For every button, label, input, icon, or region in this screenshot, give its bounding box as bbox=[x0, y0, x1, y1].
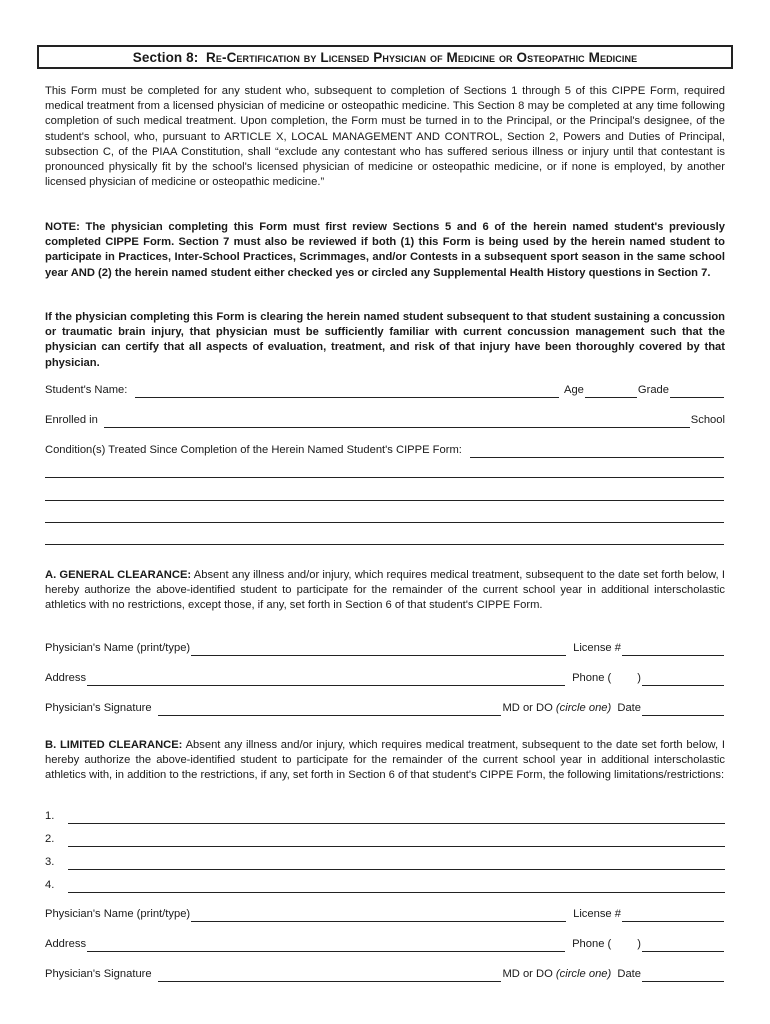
phone-label: Phone ( bbox=[572, 672, 612, 684]
circle-one-label: (circle one) bbox=[555, 968, 612, 980]
general-clearance-paragraph bbox=[45, 568, 725, 614]
enrolled-row bbox=[45, 412, 725, 428]
student-name-field[interactable] bbox=[135, 386, 559, 398]
general-signature-field[interactable] bbox=[158, 704, 502, 716]
general-address-field[interactable] bbox=[87, 674, 565, 686]
general-clearance-heading: A. GENERAL CLEARANCE: bbox=[45, 569, 192, 581]
general-address-row bbox=[45, 670, 725, 686]
limited-signature-row bbox=[45, 966, 725, 982]
md-do-label: MD or DO bbox=[502, 968, 553, 980]
school-name-field[interactable] bbox=[104, 416, 690, 428]
student-info-row bbox=[45, 382, 725, 398]
school-label: School bbox=[690, 414, 725, 426]
restriction-number: 2. bbox=[45, 833, 55, 845]
license-label: License # bbox=[573, 642, 621, 654]
restriction-number: 4. bbox=[45, 879, 55, 891]
limited-signature-field[interactable] bbox=[158, 970, 502, 982]
general-date-field[interactable] bbox=[642, 704, 724, 716]
section-title-text: Re-Certification by Licensed Physician of Medicine or Osteopathic Medicine bbox=[206, 50, 638, 65]
phone-close: ) bbox=[637, 938, 641, 950]
restriction-field-3[interactable] bbox=[68, 858, 725, 870]
section-number: Section 8: bbox=[132, 50, 199, 65]
conditions-line-5[interactable] bbox=[45, 544, 724, 545]
general-physician-name-field[interactable] bbox=[191, 644, 566, 656]
circle-one-label: (circle one) bbox=[555, 702, 612, 714]
age-label: Age bbox=[564, 384, 584, 396]
conditions-field[interactable] bbox=[470, 446, 724, 458]
note-paragraph: NOTE: The physician completing this Form must first review Sections 5 and 6 of the herein named student's previously completed CIPPE Form. Section 7 must also be reviewed if both (1) this Form is being used by the herein named student to participate in Practices, Inter-School Practices, Scrimmages, and/or Contests in a subsequent sport season in the same school year AND (2) the herein named student either checked yes or circled any Supplemental Health History questions in Section 7. bbox=[45, 221, 725, 279]
section-title bbox=[37, 45, 733, 69]
age-field[interactable] bbox=[585, 386, 637, 398]
conditions-line-2[interactable] bbox=[45, 477, 724, 478]
limited-physician-name-field[interactable] bbox=[191, 910, 566, 922]
date-label: Date bbox=[617, 968, 641, 980]
restriction-row-2 bbox=[45, 831, 726, 847]
limited-date-field[interactable] bbox=[642, 970, 724, 982]
enrolled-label: Enrolled in bbox=[45, 414, 98, 426]
limited-clearance-heading: B. LIMITED CLEARANCE: bbox=[45, 739, 183, 751]
restriction-field-4[interactable] bbox=[68, 881, 725, 893]
physician-name-label: Physician's Name (print/type) bbox=[45, 908, 191, 920]
signature-label: Physician's Signature bbox=[45, 702, 152, 714]
student-name-label: Student's Name: bbox=[45, 384, 128, 396]
grade-field[interactable] bbox=[670, 386, 724, 398]
general-clearance-text: Absent any illness and/or injury, which requires medical treatment, subsequent to the date set forth below, I hereby authorize the above-identified student to participate for the remainder of the current school year in additional interscholastic athletics with no restrictions, except those, if any, set forth in Section 6 of that student's CIPPE Form. bbox=[45, 569, 725, 612]
restriction-row-4 bbox=[45, 877, 726, 893]
intro-paragraph: This Form must be completed for any student who, subsequent to completion of Sections 1 through 5 of this CIPPE Form, required medical treatment from a licensed physician of medicine or osteopathic medicine. This Section 8 may be completed at any time following completion of such medical treatment. Upon completion, the Form must be turned in to the Principal, or the Principal's designee, of the student's school, who, pursuant to ARTICLE X, LOCAL MANAGEMENT AND CONTROL, Section 2, Powers and Duties of Principal, subsection C, of the PIAA Constitution, shall “exclude any contestant who has suffered serious illness or injury until that contestant is pronounced physically fit by the school's licensed physician of medicine or osteopathic medicine, or if none is employed, by another licensed physician of medicine or osteopathic medicine.” bbox=[45, 85, 725, 189]
conditions-line-3[interactable] bbox=[45, 500, 724, 501]
limited-clearance-text: Absent any illness and/or injury, which requires medical treatment, subsequent to the date set forth below, I hereby authorize the above-identified student to participate for the remainder of the current school year in additional interscholastic athletics with, in addition to the restrictions, if any, set forth in Section 6 of that student's CIPPE Form, the following limitations/restrictions: bbox=[45, 739, 725, 782]
general-signature-row bbox=[45, 700, 725, 716]
limited-phone-field[interactable] bbox=[642, 940, 724, 952]
grade-label: Grade bbox=[637, 384, 669, 396]
md-do-label: MD or DO bbox=[502, 702, 553, 714]
general-physician-name-row bbox=[45, 640, 725, 656]
limited-address-field[interactable] bbox=[87, 940, 565, 952]
phone-label: Phone ( bbox=[572, 938, 612, 950]
date-label: Date bbox=[617, 702, 641, 714]
general-phone-field[interactable] bbox=[642, 674, 724, 686]
address-label: Address bbox=[45, 938, 87, 950]
restriction-row-3 bbox=[45, 854, 726, 870]
general-license-field[interactable] bbox=[622, 644, 724, 656]
restriction-row-1 bbox=[45, 808, 726, 824]
restriction-number: 3. bbox=[45, 856, 55, 868]
address-label: Address bbox=[45, 672, 87, 684]
physician-name-label: Physician's Name (print/type) bbox=[45, 642, 191, 654]
restriction-field-1[interactable] bbox=[68, 812, 725, 824]
concussion-paragraph: If the physician completing this Form is clearing the herein named student subsequent to that student sustaining a concussion or traumatic brain injury, that physician must be sufficiently familiar with current concussion management such that the physician can certify that all aspects of evaluation, treatment, and risk of that injury have been thoroughly covered by that physician. bbox=[45, 311, 725, 369]
conditions-label: Condition(s) Treated Since Completion of the Herein Named Student's CIPPE Form: bbox=[45, 444, 462, 456]
conditions-line-4[interactable] bbox=[45, 522, 724, 523]
limited-clearance-paragraph bbox=[45, 738, 725, 784]
limited-license-field[interactable] bbox=[622, 910, 724, 922]
conditions-row bbox=[45, 442, 725, 458]
phone-close: ) bbox=[637, 672, 641, 684]
restriction-number: 1. bbox=[45, 810, 55, 822]
limited-physician-name-row bbox=[45, 906, 725, 922]
limited-address-row bbox=[45, 936, 725, 952]
license-label: License # bbox=[573, 908, 621, 920]
signature-label: Physician's Signature bbox=[45, 968, 152, 980]
restriction-field-2[interactable] bbox=[68, 835, 725, 847]
